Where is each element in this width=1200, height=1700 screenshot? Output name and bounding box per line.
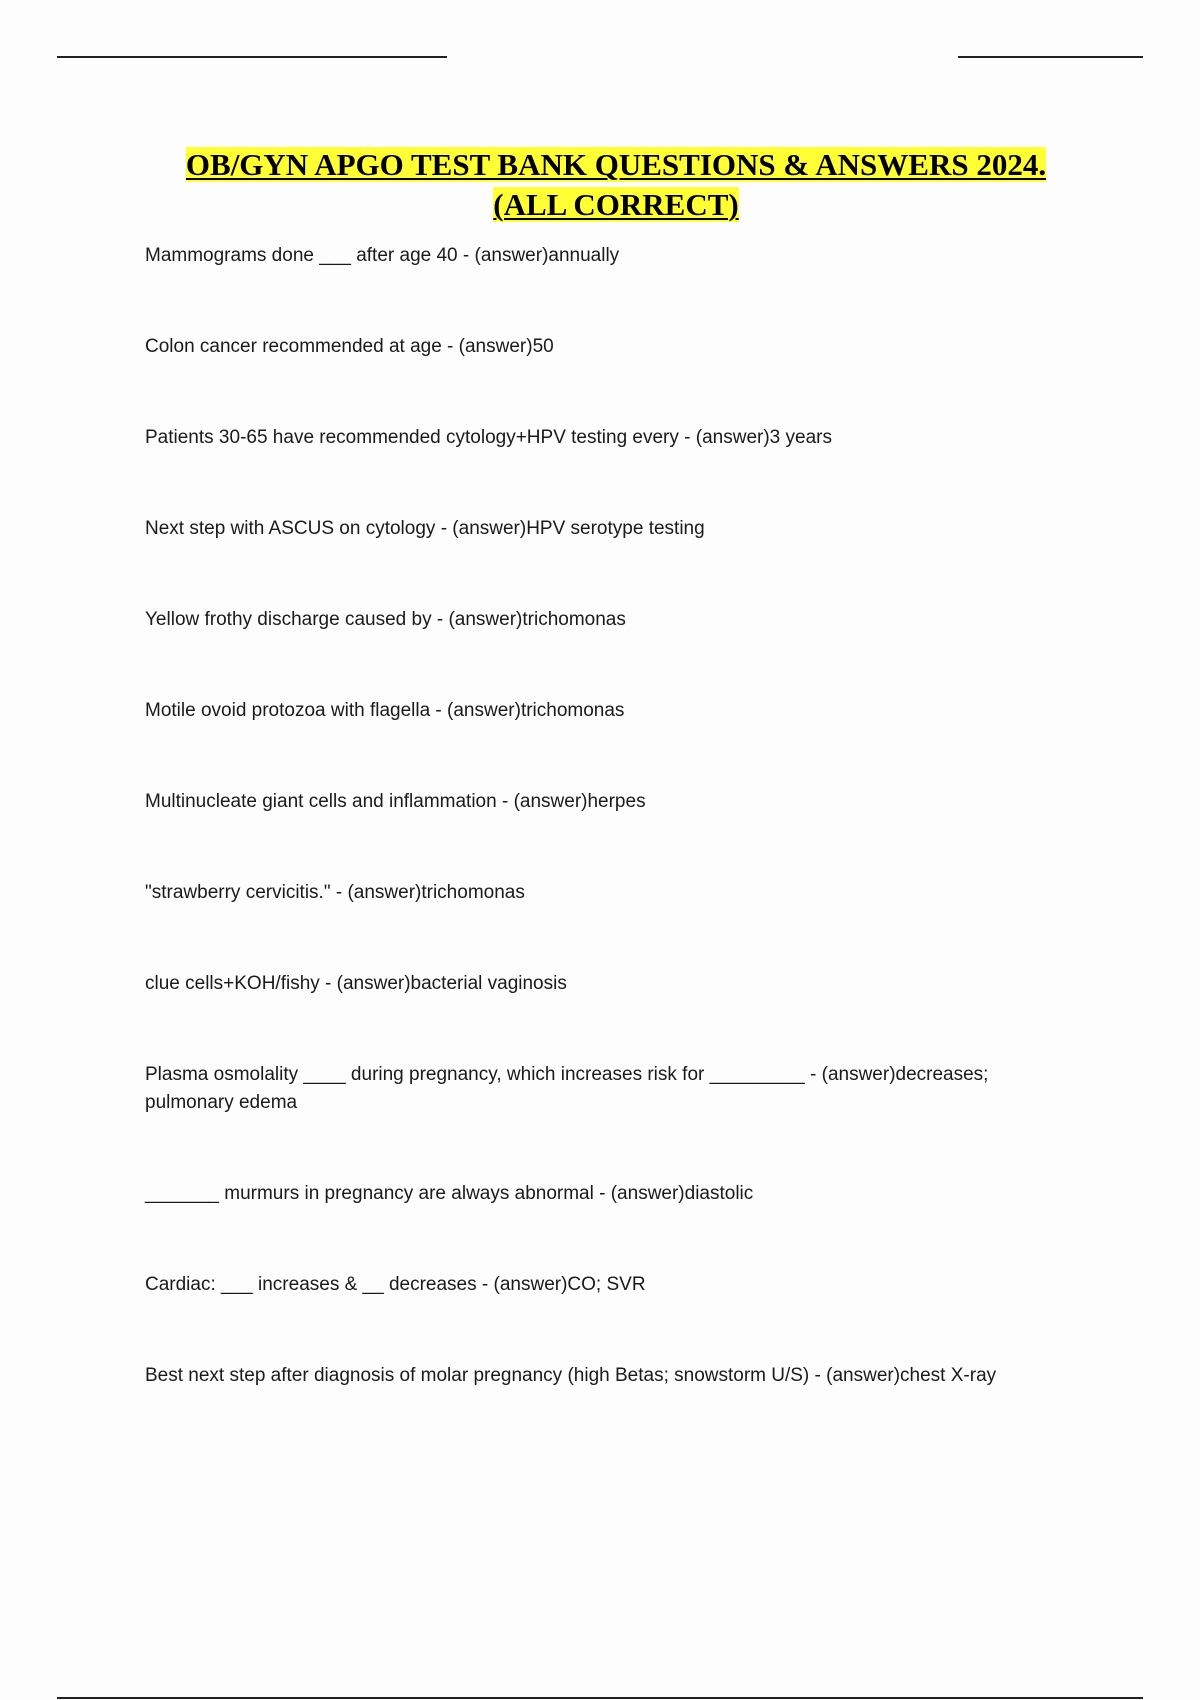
document-title <box>100 145 1132 225</box>
qa-item: Plasma osmolality ____ during pregnancy, which increases risk for _________ - (answer)decreases; pulmonary edema <box>145 1064 989 1113</box>
qa-item: Cardiac: ___ increases & __ decreases - (answer)CO; SVR <box>145 1274 646 1295</box>
qa-item: "strawberry cervicitis." - (answer)trichomonas <box>145 882 525 903</box>
qa-item: Best next step after diagnosis of molar pregnancy (high Betas; snowstorm U/S) - (answer)chest X-ray <box>145 1365 997 1386</box>
qa-item: clue cells+KOH/fishy - (answer)bacterial vaginosis <box>145 973 567 994</box>
footer-rule <box>57 1697 1143 1699</box>
qa-item: _______ murmurs in pregnancy are always abnormal - (answer)diastolic <box>145 1183 754 1204</box>
header-rule-right <box>958 56 1143 58</box>
qa-item: Motile ovoid protozoa with flagella - (answer)trichomonas <box>145 700 625 721</box>
qa-item: Next step with ASCUS on cytology - (answer)HPV serotype testing <box>145 518 705 539</box>
header-rule-left <box>57 56 447 58</box>
qa-item: Patients 30-65 have recommended cytology+HPV testing every - (answer)3 years <box>145 427 832 448</box>
qa-item: Colon cancer recommended at age - (answer)50 <box>145 336 554 357</box>
qa-item: Multinucleate giant cells and inflammation - (answer)herpes <box>145 791 646 812</box>
title-line-1: OB/GYN APGO TEST BANK QUESTIONS & ANSWERS 2024. <box>185 147 1047 182</box>
title-line-2: (ALL CORRECT) <box>493 187 739 222</box>
qa-item: Mammograms done ___ after age 40 - (answer)annually <box>145 245 620 266</box>
qa-item: Yellow frothy discharge caused by - (answer)trichomonas <box>145 609 626 630</box>
